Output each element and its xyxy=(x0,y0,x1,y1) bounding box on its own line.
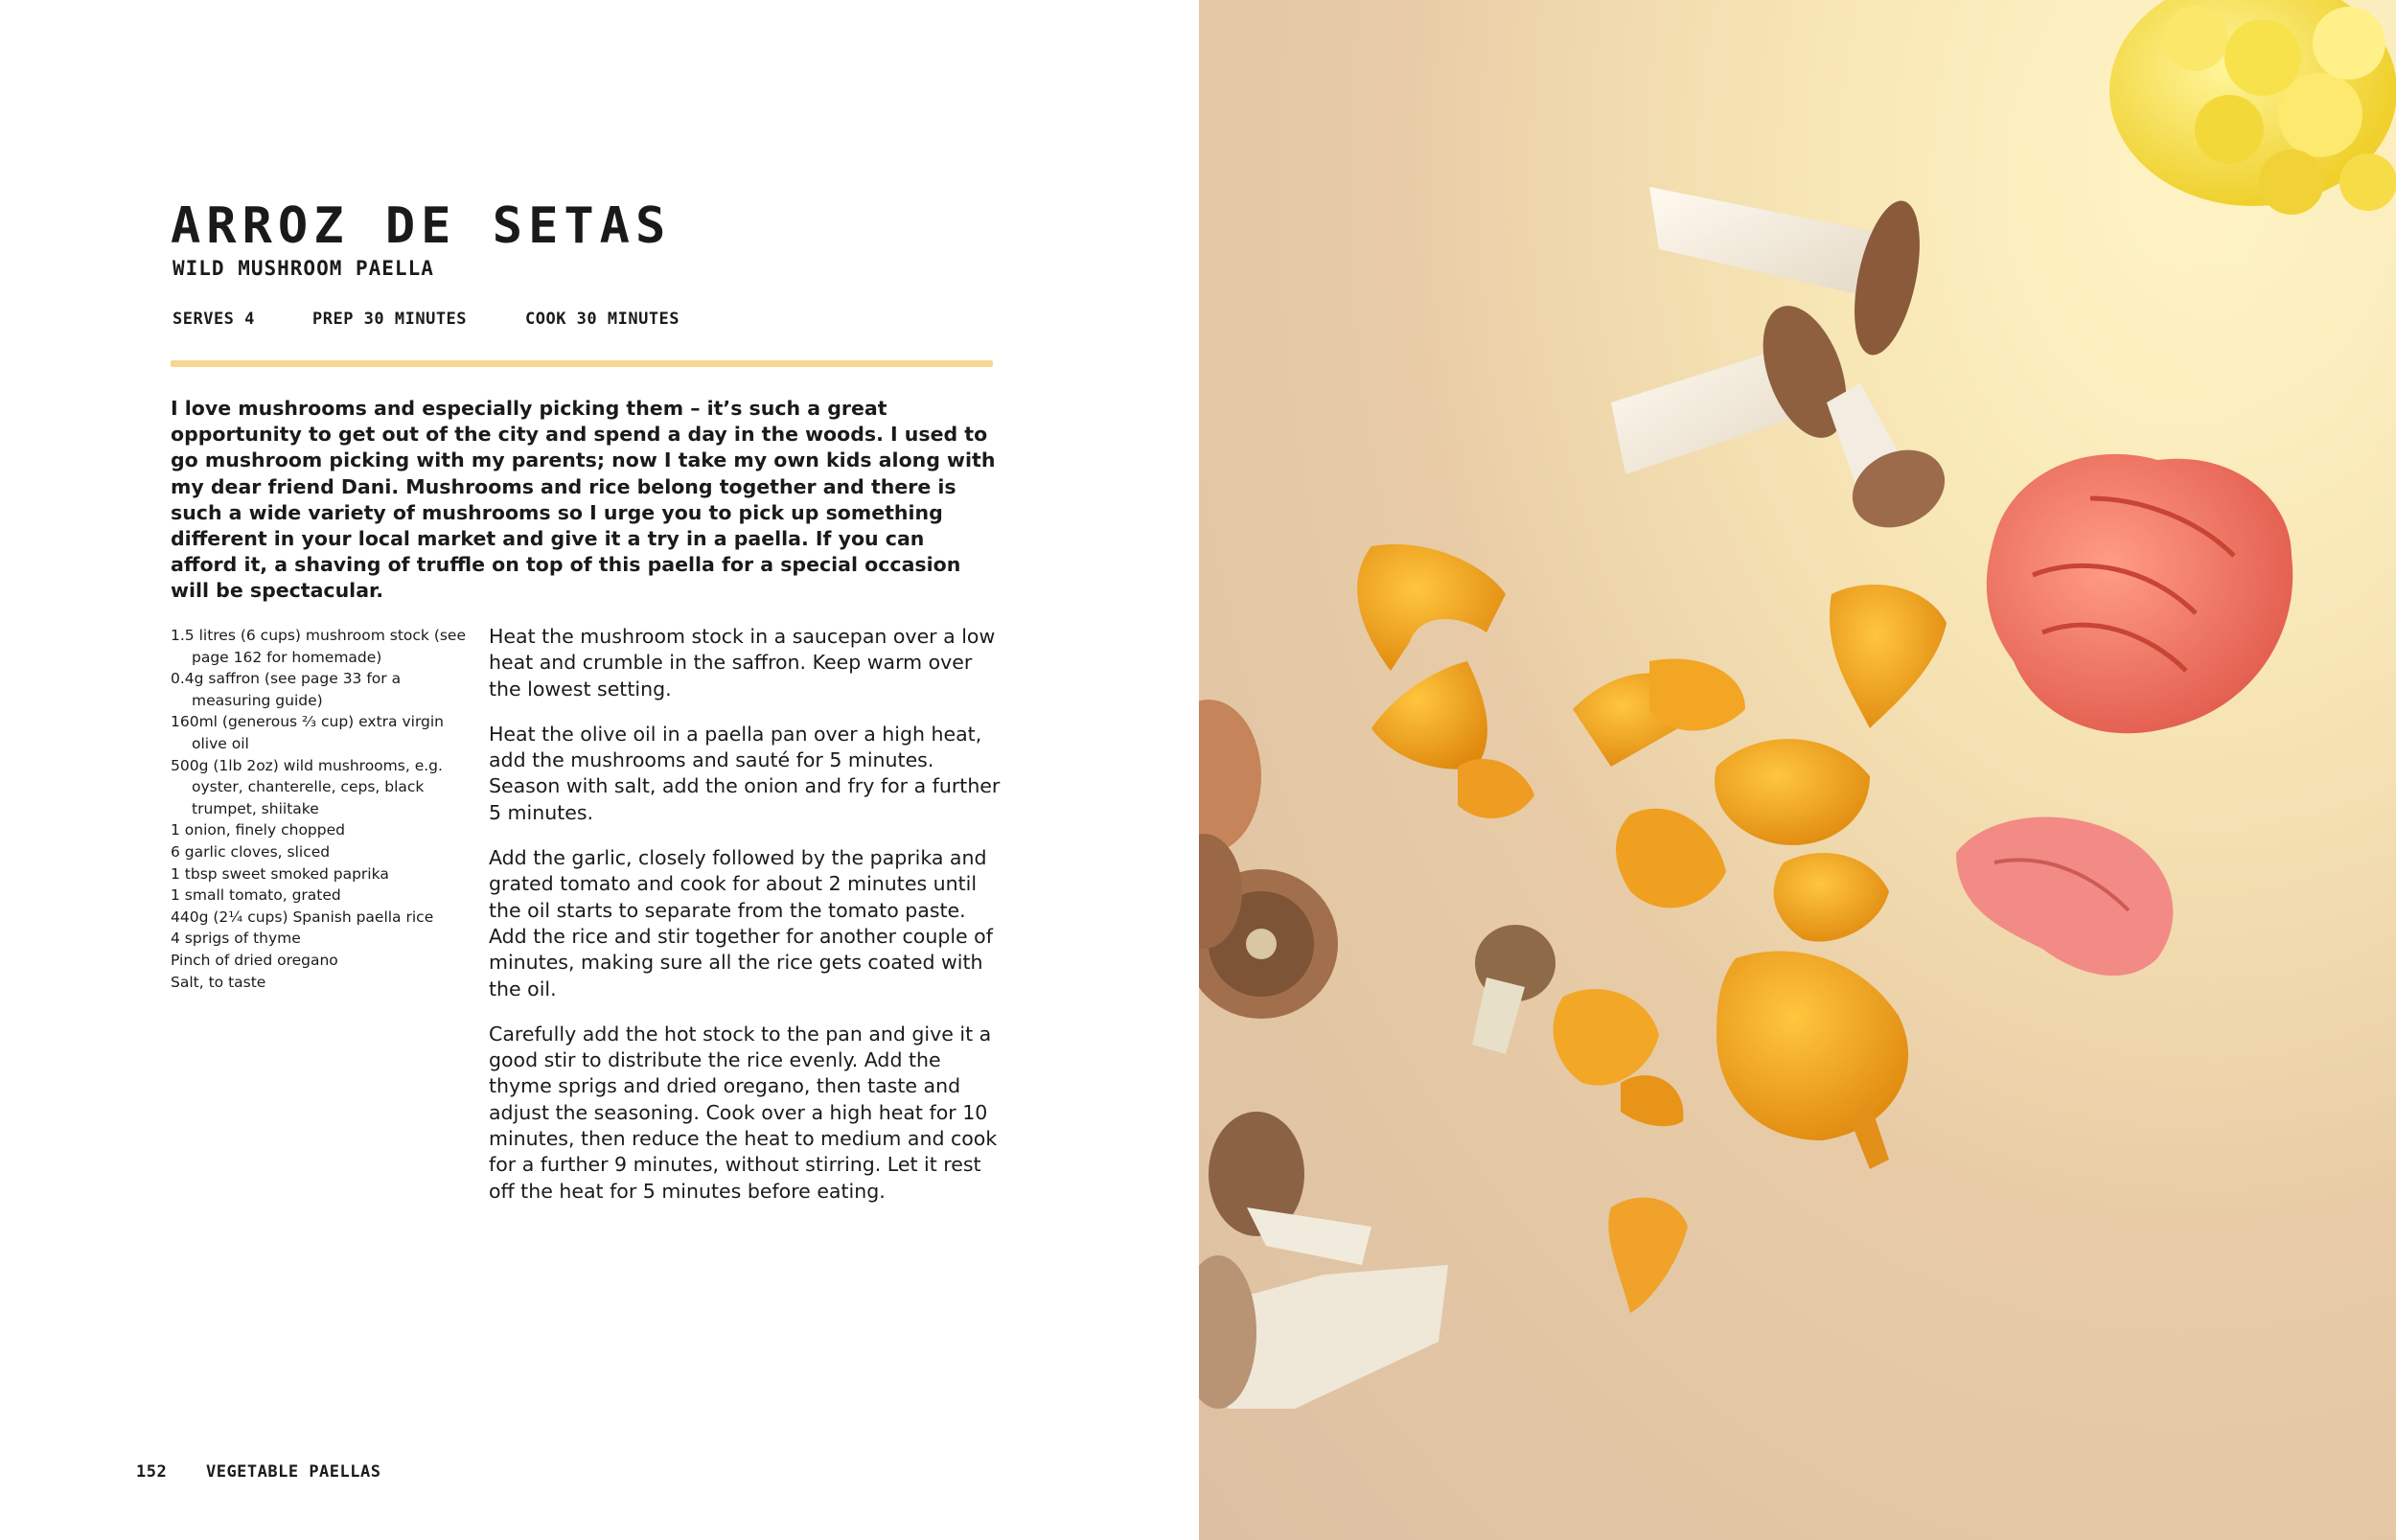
ingredient-item: 4 sprigs of thyme xyxy=(171,930,301,948)
cook-time: COOK 30 MINUTES xyxy=(525,310,680,329)
mushroom-photo xyxy=(1199,0,2396,1540)
method-step: Heat the mushroom stock in a saucepan over a low heat and crumble in the saffron. Keep warm over the lowest setting. xyxy=(489,625,996,701)
page-number: 152 xyxy=(136,1462,168,1482)
accent-divider xyxy=(171,360,993,367)
prep-time: PREP 30 MINUTES xyxy=(312,310,468,329)
ingredient-item: 500g (1lb 2oz) wild mushrooms, e.g. oyster, chanterelle, ceps, black trumpet, shiitake xyxy=(171,756,443,817)
ingredient-item: 1.5 litres (6 cups) mushroom stock (see page 162 for homemade) xyxy=(171,627,467,666)
ingredient-item: Salt, to taste xyxy=(171,973,266,991)
ingredient-item: Pinch of dried oregano xyxy=(171,951,338,969)
ingredient-item: 1 small tomato, grated xyxy=(171,886,341,905)
recipe-subtitle: WILD MUSHROOM PAELLA xyxy=(173,257,434,280)
method-steps xyxy=(489,624,1002,1224)
ingredient-item: 160ml (generous ⅔ cup) extra virgin olive oil xyxy=(171,713,445,752)
ingredient-item: 1 onion, finely chopped xyxy=(171,821,345,839)
mushroom-illustration xyxy=(1199,0,2396,1540)
ingredient-item: 0.4g saffron (see page 33 for a measuring guide) xyxy=(171,670,402,709)
ingredient-item: 6 garlic cloves, sliced xyxy=(171,842,331,861)
recipe-meta xyxy=(173,310,680,329)
ingredient-item: 440g (2¼ cups) Spanish paella rice xyxy=(171,908,434,926)
page-footer xyxy=(136,1462,380,1482)
method-step: Carefully add the hot stock to the pan and give it a good stir to distribute the rice evenly. Add the thyme sprigs and dried oregano, then taste and adjust the seasoning. Cook over a high heat for 10 minutes, then reduce the heat to medium and cook for a further 9 minutes, without stirring. Let it rest off the heat for 5 minutes before eating. xyxy=(489,1022,998,1203)
serves-label: SERVES 4 xyxy=(173,310,255,329)
method-step: Heat the olive oil in a paella pan over a high heat, add the mushrooms and sauté for 5 minutes. Season with salt, add the onion and fry for a further 5 minutes. xyxy=(489,722,1001,824)
recipe-intro: I love mushrooms and especially picking them – it’s such a great opportunity to get out of the city and spend a day in the woods. I used to go mushroom picking with my parents; now I take my own kids along with my dear friend Dani. Mushrooms and rice belong together and there is such a wide variety of mushrooms so I urge you to pick up something different in your local market and give it a try in a paella. If you can afford it, a shaving of truffle on top of this paella for a special occasion will be spectacular. xyxy=(171,397,996,603)
ingredients-list xyxy=(171,625,468,993)
section-name: VEGETABLE PAELLAS xyxy=(205,1462,381,1482)
method-step: Add the garlic, closely followed by the paprika and grated tomato and cook for about 2 minutes until the oil starts to separate from the tomato paste. Add the rice and stir together for another couple of minutes, making sure all the rice gets coated with the oil. xyxy=(489,846,993,1000)
recipe-title: ARROZ DE SETAS xyxy=(171,197,672,255)
ingredient-item: 1 tbsp sweet smoked paprika xyxy=(171,864,389,883)
